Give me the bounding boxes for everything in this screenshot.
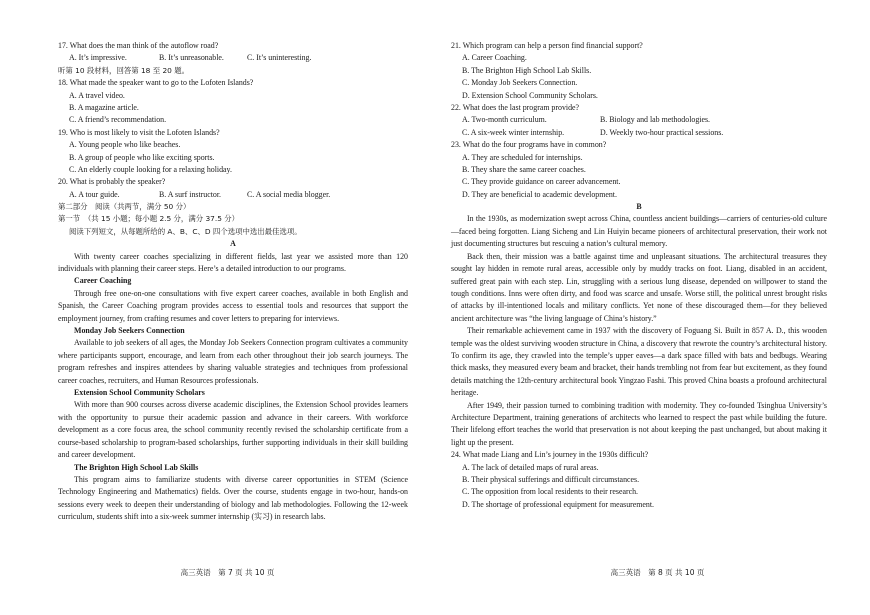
program-heading: The Brighton High School Lab Skills [74,462,199,472]
right-column [451,40,827,511]
answer-option: C. They provide guidance on career advancement. [462,177,621,187]
text-line: 22. What does the last program provide? [451,102,580,112]
left-column [58,40,408,524]
answer-option: B. They share the same career coaches. [462,164,586,174]
page-footer-right: 高三英语 第 8 页 共 10 页 [610,568,705,577]
paragraph: With twenty career coaches specializing in different fields, last year we assisted more than 120 individuals with planning their career steps. Here’s a detailed introduction to our programs. [58,251,408,274]
answer-option: B. A surf instructor. [159,189,222,199]
option-row [451,114,827,126]
reading-passage [451,213,827,449]
reading-passage [58,251,408,524]
text-line: 18. What made the speaker want to go to the Lofoten Islands? [58,78,254,88]
text-line: B [636,202,642,212]
answer-option: D. The shortage of professional equipment for measurement. [462,499,655,509]
paragraph: After 1949, their passion turned to combining tradition with modernity. They co-founded Tsinghua University’s Architecture Department, training generations of architects who learned to respect the past while building the future. Their lifelong effort teaches the world that preservation is not about keeping the past unchanged, but about making it light up the present. [451,400,827,447]
program-heading: Monday Job Seekers Connection [74,326,185,336]
paragraph: Through free one-on-one consultations with five expert career coaches, available in both English and Spanish, the Career Coaching program provides access to essential tools and resources that support the employment journey, from crafting resumes and cover letters to preparing for interviews. [58,288,408,323]
right-page [435,0,870,615]
text-line: 第二部分 阅读（共两节，满分 50 分） [58,202,191,212]
page-footer-left: 高三英语 第 7 页 共 10 页 [180,568,275,577]
answer-option: A. A tour guide. [69,189,120,199]
answer-option: 阅读下列短文，从每题所给的 A、B、C、D 四个选项中选出最佳选项。 [69,226,302,236]
answer-option: C. Monday Job Seekers Connection. [462,78,578,88]
answer-option: C. A friend’s recommendation. [69,115,167,125]
answer-option: D. Extension School Community Scholars. [462,90,598,100]
answer-option: C. A six-week winter internship. [462,127,565,137]
answer-option: D. Weekly two-hour practical sessions. [600,127,724,137]
paragraph: This program aims to familiarize students with diverse career opportunities in STEM (Science Technology Engineering and Mathematics) fields. Over the course, students engage in two-hour, hands-on sessions every week to deepen their understanding of biology and lab methodologies. Following the 12-week curriculum, students shift into a six-week summer internship (实习) in research labs. [58,474,408,522]
answer-option: B. Their physical sufferings and difficult circumstances. [462,474,640,484]
paragraph: Back then, their mission was a battle against time and unpleasant situations. The architectural treasures they sought lay hidden in remote rural areas, accessible only by muddy tracks on foot. Liang, disabled in an accident, suffered great pain with each step. Lin, struggling with a serious lung disease, depended on willpower to stand the tough conditions. Inns were often dirty, and food was scarce and unsafe. Worse still, the political unrest brought risks of attacks by ill-intentioned locals and military conflicts. Yet none of these discouraged them—for they believed ancient architecture was “the living language of China’s history.” [451,251,827,323]
text-line: 17. What does the man think of the autoflow road? [58,41,219,50]
answer-option: C. The opposition from local residents to their research. [462,487,639,497]
paragraph: Available to job seekers of all ages, the Monday Job Seekers Connection program cultivates a community where participants support, encourage, and learn from each other throughout their job search journeys. The program refreshes and inspires attendees by sharing valuable strategies and techniques from professional career coaches, recruiters, and Human Resources professionals. [58,338,408,385]
answer-option: A. They are scheduled for internships. [462,152,583,162]
text-line: 20. What is probably the speaker? [58,177,166,187]
text-line: 24. What made Liang and Lin’s journey in the 1930s difficult? [451,450,649,460]
answer-option: C. It’s uninteresting. [247,53,312,63]
paragraph: Their remarkable achievement came in 1937 with the discovery of Foguang Si. Built in 857 A. D., this wooden temple was the oldest surviving wooden structure in China, a discovery that rewrote the country’s architectural history. To confirm its age, they crawled into the temple’s upper eaves—a dark space filled with bats and bedbugs. Wearing thick masks, they measured every beam and bracket, their hands trembling not from fear but excitement, as they found details matching the 12th-century architectural book Yingzao Fashi. This proved China boasts a profound architectural heritage. [451,326,827,398]
text-line: 第一节 （共 15 小题；每小题 2.5 分，满分 37.5 分） [58,214,240,224]
answer-option: B. It’s unreasonable. [159,53,224,63]
answer-option: A. The lack of detailed maps of rural areas. [462,462,599,472]
option-row [58,189,408,201]
option-row [58,52,408,64]
paragraph: With more than 900 courses across diverse academic disciplines, the Extension School provides learners with the opportunity to pursue their academic passion and advance in their careers. With workforce development as a core focus area, the school community recently revised the scholarship certificate from a course-based scholarship to program-based scholarships, further supporting individuals in their skill building and career development. [58,400,408,460]
program-heading: Career Coaching [74,276,132,286]
paragraph: In the 1930s, as modernization swept across China, countless ancient buildings—carriers of centuries-old culture—faced being forgotten. Liang Sicheng and Lin Huiyin became pioneers of architectural preservation, their work not just documenting structures but rescuing a nation’s cultural memory. [451,214,827,249]
answer-option: A. It’s impressive. [69,53,127,63]
text-line: 听第 10 段材料，回答第 18 至 20 题。 [58,65,189,75]
text-line: 19. Who is most likely to visit the Lofoten Islands? [58,127,220,137]
text-line: 23. What do the four programs have in common? [451,140,607,150]
answer-option: A. Two-month curriculum. [462,115,547,125]
answer-option: A. Young people who like beaches. [69,140,181,150]
answer-option: D. They are beneficial to academic development. [462,189,617,199]
text-line: 21. Which program can help a person find financial support? [451,41,643,50]
answer-option: B. A magazine article. [69,102,139,112]
answer-option: B. The Brighton High School Lab Skills. [462,65,592,75]
answer-option: A. Career Coaching. [462,53,527,63]
program-heading: Extension School Community Scholars [74,388,205,398]
answer-option: B. A group of people who like exciting sports. [69,152,215,162]
answer-option: C. An elderly couple looking for a relaxing holiday. [69,164,232,174]
option-row [451,127,827,139]
answer-option: A. A travel video. [69,90,125,100]
text-line: A [230,239,236,249]
answer-option: B. Biology and lab methodologies. [600,115,711,125]
answer-option: C. A social media blogger. [247,189,331,199]
